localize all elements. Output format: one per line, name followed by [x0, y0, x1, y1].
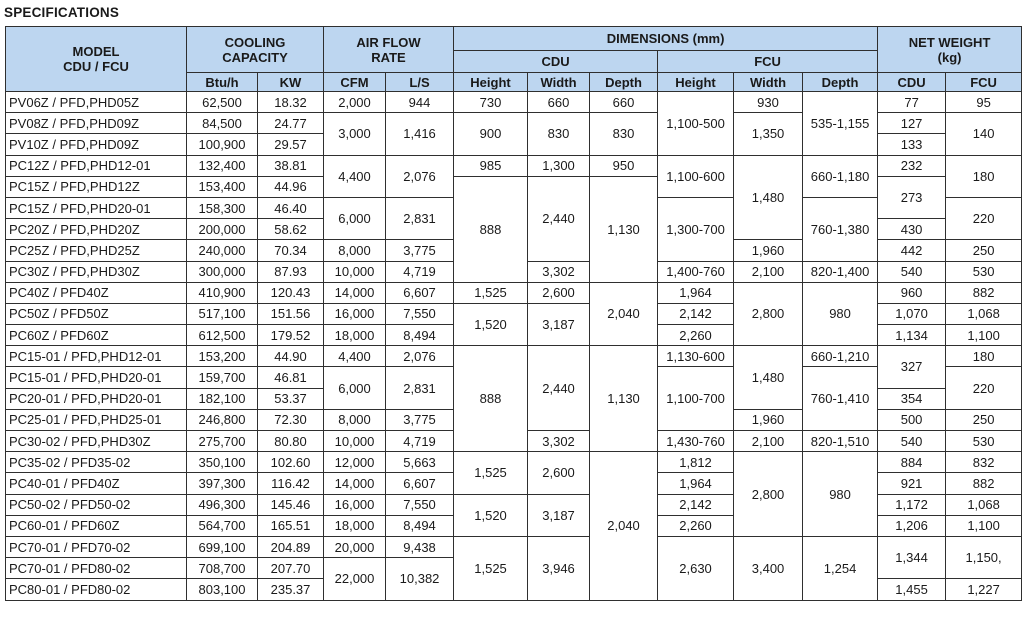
cdu-width-cell: 3,302 — [528, 431, 590, 452]
weight-cdu-cell: 500 — [878, 409, 946, 430]
cfm-header: CFM — [324, 73, 386, 92]
cdu-depth-cell: 660 — [590, 92, 658, 113]
kw-cell: 46.40 — [258, 197, 324, 218]
model-cell: PV08Z / PFD,PHD09Z — [6, 113, 187, 134]
weight-fcu-cell: 250 — [946, 409, 1022, 430]
model-cell: PC30-02 / PFD,PHD30Z — [6, 431, 187, 452]
ls-cell: 9,438 — [386, 536, 454, 557]
kw-cell: 80.80 — [258, 431, 324, 452]
fcu-height-cell: 2,630 — [658, 536, 734, 600]
weight-cdu-cell: 232 — [878, 155, 946, 176]
cdu-width-cell: 3,946 — [528, 536, 590, 600]
table-header — [6, 27, 1022, 92]
weight-cdu-cell: 1,172 — [878, 494, 946, 515]
btuh-cell: 564,700 — [187, 515, 258, 536]
kw-cell: 235.37 — [258, 579, 324, 600]
fcu-depth-cell: 760-1,410 — [803, 367, 878, 431]
kw-cell: 44.96 — [258, 176, 324, 197]
cdu-depth-cell: 1,130 — [590, 346, 658, 452]
cooling-capacity-header: COOLING CAPACITY — [187, 27, 324, 73]
kw-cell: 151.56 — [258, 303, 324, 324]
table-row — [6, 452, 1022, 473]
btuh-cell: 100,900 — [187, 134, 258, 155]
fcu-height-cell: 1,812 — [658, 452, 734, 473]
weight-fcu-cell: 1,100 — [946, 325, 1022, 346]
cdu-height-cell: 1,525 — [454, 282, 528, 303]
model-cell: PC35-02 / PFD35-02 — [6, 452, 187, 473]
weight-cdu-cell: 1,070 — [878, 303, 946, 324]
kw-cell: 116.42 — [258, 473, 324, 494]
kw-cell: 18.32 — [258, 92, 324, 113]
weight-fcu-cell: 530 — [946, 431, 1022, 452]
btuh-header: Btu/h — [187, 73, 258, 92]
cdu-width-cell: 2,440 — [528, 346, 590, 431]
kw-cell: 179.52 — [258, 325, 324, 346]
cfm-cell: 14,000 — [324, 282, 386, 303]
fcu-width-cell: 1,350 — [734, 113, 803, 155]
table-body — [6, 92, 1022, 601]
cfm-cell: 3,000 — [324, 113, 386, 155]
ls-cell: 7,550 — [386, 494, 454, 515]
cdu-height-cell: 888 — [454, 346, 528, 452]
weight-fcu-cell: 882 — [946, 282, 1022, 303]
weight-cdu-cell: 540 — [878, 431, 946, 452]
ls-cell: 5,663 — [386, 452, 454, 473]
weight-fcu-cell: 140 — [946, 113, 1022, 155]
ls-cell: 4,719 — [386, 261, 454, 282]
kw-header: KW — [258, 73, 324, 92]
model-cell: PC80-01 / PFD80-02 — [6, 579, 187, 600]
specifications-table — [5, 26, 1022, 601]
fcu-height-cell: 1,964 — [658, 473, 734, 494]
weight-cdu-cell: 77 — [878, 92, 946, 113]
btuh-cell: 200,000 — [187, 219, 258, 240]
ls-cell: 2,076 — [386, 346, 454, 367]
fcu-depth-header: Depth — [803, 73, 878, 92]
btuh-cell: 275,700 — [187, 431, 258, 452]
cfm-cell: 6,000 — [324, 367, 386, 409]
ls-header: L/S — [386, 73, 454, 92]
kw-cell: 38.81 — [258, 155, 324, 176]
fcu-height-cell: 1,400-760 — [658, 261, 734, 282]
weight-fcu-cell: 530 — [946, 261, 1022, 282]
fcu-height-cell: 1,100-700 — [658, 367, 734, 431]
fcu-depth-cell: 760-1,380 — [803, 197, 878, 261]
fcu-width-cell: 1,960 — [734, 240, 803, 261]
btuh-cell: 517,100 — [187, 303, 258, 324]
cdu-width-cell: 1,300 — [528, 155, 590, 176]
fcu-depth-cell: 980 — [803, 452, 878, 537]
fcu-width-cell: 1,480 — [734, 346, 803, 410]
fcu-height-cell: 1,300-700 — [658, 197, 734, 261]
weight-fcu-cell: 1,068 — [946, 494, 1022, 515]
model-cell: PC40Z / PFD40Z — [6, 282, 187, 303]
fcu-width-header: Width — [734, 73, 803, 92]
cdu-width-cell: 830 — [528, 113, 590, 155]
weight-fcu-cell: 1,068 — [946, 303, 1022, 324]
weight-cdu-cell: 273 — [878, 176, 946, 218]
cdu-width-cell: 2,600 — [528, 452, 590, 494]
fcu-height-cell: 2,260 — [658, 515, 734, 536]
fcu-height-cell: 2,142 — [658, 303, 734, 324]
ls-cell: 2,831 — [386, 197, 454, 239]
fcu-height-cell: 2,260 — [658, 325, 734, 346]
btuh-cell: 699,100 — [187, 536, 258, 557]
weight-cdu-cell: 354 — [878, 388, 946, 409]
weight-cdu-cell: 327 — [878, 346, 946, 388]
btuh-cell: 708,700 — [187, 558, 258, 579]
weight-fcu-cell: 832 — [946, 452, 1022, 473]
weight-fcu-cell: 250 — [946, 240, 1022, 261]
ls-cell: 6,607 — [386, 282, 454, 303]
weight-cdu-cell: 921 — [878, 473, 946, 494]
ls-cell: 3,775 — [386, 240, 454, 261]
cfm-cell: 14,000 — [324, 473, 386, 494]
btuh-cell: 350,100 — [187, 452, 258, 473]
model-cell: PC60Z / PFD60Z — [6, 325, 187, 346]
model-cell: PC70-01 / PFD80-02 — [6, 558, 187, 579]
btuh-cell: 246,800 — [187, 409, 258, 430]
weight-cdu-cell: 1,206 — [878, 515, 946, 536]
btuh-cell: 496,300 — [187, 494, 258, 515]
btuh-cell: 132,400 — [187, 155, 258, 176]
cdu-height-cell: 900 — [454, 113, 528, 155]
fcu-width-cell: 1,480 — [734, 155, 803, 240]
ls-cell: 3,775 — [386, 409, 454, 430]
cfm-cell: 4,400 — [324, 155, 386, 197]
cdu-width-header: Width — [528, 73, 590, 92]
fcu-height-cell: 1,100-500 — [658, 92, 734, 156]
btuh-cell: 397,300 — [187, 473, 258, 494]
kw-cell: 29.57 — [258, 134, 324, 155]
weight-fcu-cell: 1,150, — [946, 536, 1022, 578]
net-weight-header: NET WEIGHT (kg) — [878, 27, 1022, 73]
weight-cdu-cell: 430 — [878, 219, 946, 240]
dimensions-header: DIMENSIONS (mm) — [454, 27, 878, 51]
weight-fcu-cell: 180 — [946, 346, 1022, 367]
weight-fcu-cell: 1,100 — [946, 515, 1022, 536]
ls-cell: 4,719 — [386, 431, 454, 452]
fcu-height-cell: 1,100-600 — [658, 155, 734, 197]
btuh-cell: 410,900 — [187, 282, 258, 303]
cfm-cell: 2,000 — [324, 92, 386, 113]
model-cell: PC60-01 / PFD60Z — [6, 515, 187, 536]
table-row — [6, 346, 1022, 367]
cfm-cell: 12,000 — [324, 452, 386, 473]
fcu-width-cell: 2,100 — [734, 261, 803, 282]
weight-cdu-cell: 884 — [878, 452, 946, 473]
fcu-depth-cell: 660-1,180 — [803, 155, 878, 197]
model-cell: PC15Z / PFD,PHD20-01 — [6, 197, 187, 218]
cdu-width-cell: 3,187 — [528, 303, 590, 345]
btuh-cell: 153,200 — [187, 346, 258, 367]
ls-cell: 1,416 — [386, 113, 454, 155]
cfm-cell: 6,000 — [324, 197, 386, 239]
cfm-cell: 18,000 — [324, 515, 386, 536]
model-cell: PV06Z / PFD,PHD05Z — [6, 92, 187, 113]
cfm-cell: 16,000 — [324, 494, 386, 515]
kw-cell: 72.30 — [258, 409, 324, 430]
weight-cdu-cell: 540 — [878, 261, 946, 282]
dimensions-fcu-header: FCU — [658, 51, 878, 73]
cdu-height-header: Height — [454, 73, 528, 92]
fcu-width-cell: 2,800 — [734, 282, 803, 346]
table-row — [6, 282, 1022, 303]
weight-fcu-cell: 882 — [946, 473, 1022, 494]
dimensions-cdu-header: CDU — [454, 51, 658, 73]
fcu-depth-cell: 660-1,210 — [803, 346, 878, 367]
ls-cell: 8,494 — [386, 325, 454, 346]
weight-fcu-cell: 180 — [946, 155, 1022, 197]
weight-cdu-cell: 133 — [878, 134, 946, 155]
ls-cell: 2,076 — [386, 155, 454, 197]
cfm-cell: 18,000 — [324, 325, 386, 346]
model-cell: PC20Z / PFD,PHD20Z — [6, 219, 187, 240]
btuh-cell: 159,700 — [187, 367, 258, 388]
weight-fcu-cell: 1,227 — [946, 579, 1022, 600]
btuh-cell: 158,300 — [187, 197, 258, 218]
btuh-cell: 182,100 — [187, 388, 258, 409]
model-cell: PV10Z / PFD,PHD09Z — [6, 134, 187, 155]
kw-cell: 58.62 — [258, 219, 324, 240]
cdu-depth-cell: 2,040 — [590, 452, 658, 600]
fcu-depth-cell: 980 — [803, 282, 878, 346]
cfm-cell: 20,000 — [324, 536, 386, 557]
fcu-depth-cell: 820-1,400 — [803, 261, 878, 282]
btuh-cell: 62,500 — [187, 92, 258, 113]
model-cell: PC25-01 / PFD,PHD25-01 — [6, 409, 187, 430]
cdu-width-cell: 660 — [528, 92, 590, 113]
cdu-width-cell: 3,187 — [528, 494, 590, 536]
cdu-depth-cell: 2,040 — [590, 282, 658, 346]
table-row — [6, 155, 1022, 176]
weight-cdu-cell: 1,134 — [878, 325, 946, 346]
fcu-width-cell: 1,960 — [734, 409, 803, 430]
cdu-height-cell: 1,520 — [454, 303, 528, 345]
kw-cell: 44.90 — [258, 346, 324, 367]
cdu-height-cell: 1,525 — [454, 452, 528, 494]
ls-cell: 7,550 — [386, 303, 454, 324]
cdu-depth-cell: 950 — [590, 155, 658, 176]
cfm-cell: 16,000 — [324, 303, 386, 324]
kw-cell: 24.77 — [258, 113, 324, 134]
fcu-width-cell: 2,800 — [734, 452, 803, 537]
table-row — [6, 92, 1022, 113]
cdu-height-cell: 1,520 — [454, 494, 528, 536]
fcu-height-cell: 2,142 — [658, 494, 734, 515]
btuh-cell: 153,400 — [187, 176, 258, 197]
kw-cell: 165.51 — [258, 515, 324, 536]
cfm-cell: 8,000 — [324, 240, 386, 261]
btuh-cell: 300,000 — [187, 261, 258, 282]
ls-cell: 2,831 — [386, 367, 454, 409]
weight-cdu-cell: 127 — [878, 113, 946, 134]
kw-cell: 120.43 — [258, 282, 324, 303]
cfm-cell: 10,000 — [324, 261, 386, 282]
cdu-width-cell: 3,302 — [528, 261, 590, 282]
ls-cell: 944 — [386, 92, 454, 113]
model-cell: PC40-01 / PFD40Z — [6, 473, 187, 494]
fcu-depth-cell: 1,254 — [803, 536, 878, 600]
btuh-cell: 803,100 — [187, 579, 258, 600]
kw-cell: 102.60 — [258, 452, 324, 473]
weight-cdu-cell: 1,455 — [878, 579, 946, 600]
model-cell: PC15-01 / PFD,PHD12-01 — [6, 346, 187, 367]
btuh-cell: 84,500 — [187, 113, 258, 134]
btuh-cell: 612,500 — [187, 325, 258, 346]
fcu-height-cell: 1,130-600 — [658, 346, 734, 367]
air-flow-rate-header: AIR FLOW RATE — [324, 27, 454, 73]
kw-cell: 145.46 — [258, 494, 324, 515]
cdu-height-cell: 985 — [454, 155, 528, 176]
weight-cdu-cell: 960 — [878, 282, 946, 303]
fcu-depth-cell: 535-1,155 — [803, 92, 878, 156]
fcu-depth-cell: 820-1,510 — [803, 431, 878, 452]
kw-cell: 70.34 — [258, 240, 324, 261]
fcu-height-cell: 1,964 — [658, 282, 734, 303]
kw-cell: 204.89 — [258, 536, 324, 557]
model-cell: PC15Z / PFD,PHD12Z — [6, 176, 187, 197]
model-cell: PC50Z / PFD50Z — [6, 303, 187, 324]
model-header: MODEL CDU / FCU — [6, 27, 187, 92]
kw-cell: 87.93 — [258, 261, 324, 282]
page-title: SPECIFICATIONS — [4, 5, 120, 20]
cdu-depth-cell: 830 — [590, 113, 658, 155]
ls-cell: 10,382 — [386, 558, 454, 600]
model-cell: PC12Z / PFD,PHD12-01 — [6, 155, 187, 176]
ls-cell: 6,607 — [386, 473, 454, 494]
table-row — [6, 536, 1022, 557]
cfm-cell: 10,000 — [324, 431, 386, 452]
fcu-height-cell: 1,430-760 — [658, 431, 734, 452]
weight-cdu-header: CDU — [878, 73, 946, 92]
kw-cell: 53.37 — [258, 388, 324, 409]
weight-fcu-cell: 220 — [946, 197, 1022, 239]
cdu-width-cell: 2,440 — [528, 176, 590, 261]
cfm-cell: 22,000 — [324, 558, 386, 600]
weight-cdu-cell: 1,344 — [878, 536, 946, 578]
ls-cell: 8,494 — [386, 515, 454, 536]
model-cell: PC50-02 / PFD50-02 — [6, 494, 187, 515]
model-cell: PC70-01 / PFD70-02 — [6, 536, 187, 557]
cdu-height-cell: 1,525 — [454, 536, 528, 600]
cdu-depth-cell: 1,130 — [590, 176, 658, 282]
model-cell: PC30Z / PFD,PHD30Z — [6, 261, 187, 282]
weight-fcu-header: FCU — [946, 73, 1022, 92]
cfm-cell: 4,400 — [324, 346, 386, 367]
cdu-height-cell: 730 — [454, 92, 528, 113]
cdu-width-cell: 2,600 — [528, 282, 590, 303]
weight-fcu-cell: 220 — [946, 367, 1022, 409]
kw-cell: 207.70 — [258, 558, 324, 579]
cdu-height-cell: 888 — [454, 176, 528, 282]
model-cell: PC15-01 / PFD,PHD20-01 — [6, 367, 187, 388]
weight-fcu-cell: 95 — [946, 92, 1022, 113]
cdu-depth-header: Depth — [590, 73, 658, 92]
weight-cdu-cell: 442 — [878, 240, 946, 261]
model-cell: PC20-01 / PFD,PHD20-01 — [6, 388, 187, 409]
fcu-width-cell: 3,400 — [734, 536, 803, 600]
cfm-cell: 8,000 — [324, 409, 386, 430]
fcu-width-cell: 2,100 — [734, 431, 803, 452]
kw-cell: 46.81 — [258, 367, 324, 388]
fcu-width-cell: 930 — [734, 92, 803, 113]
model-cell: PC25Z / PFD,PHD25Z — [6, 240, 187, 261]
btuh-cell: 240,000 — [187, 240, 258, 261]
fcu-height-header: Height — [658, 73, 734, 92]
